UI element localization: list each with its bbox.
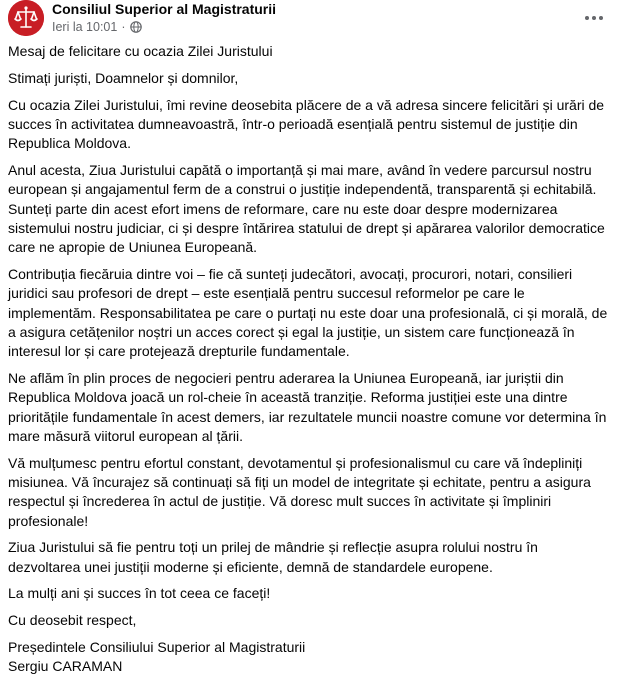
post-paragraph: Ziua Juristului să fie pentru toți un prilej de mândrie și reflecție asupra rolului nostru în dezvoltarea unei justiții moderne și eficiente, demnă de standardele europene. xyxy=(8,539,538,575)
page-avatar[interactable] xyxy=(8,0,44,36)
signature-name: Sergiu CARAMAN xyxy=(8,658,123,675)
signature-title: Președintele Consiliului Superior al Magistraturii xyxy=(8,639,306,656)
page-name-link[interactable]: Consiliul Superior al Magistraturii xyxy=(52,1,277,17)
scales-of-justice-icon xyxy=(8,0,44,36)
post-body xyxy=(8,42,608,677)
more-options-icon xyxy=(584,15,604,21)
more-options-button[interactable] xyxy=(580,4,608,32)
post-paragraph: Cu ocazia Zilei Juristului, îmi revine deosebita plăcere de a vă adresa sincere felicitări și urări de succes în activitatea dumneavoastră, într-o perioadă esențială pentru sistemul de justiție din Republica Moldova. xyxy=(8,96,605,152)
post-header xyxy=(8,0,608,40)
post-paragraph: Contribuția fiecăruia dintre voi – fie că sunteți judecători, avocați, procurori, notari, consilieri juridici sau profesori de drept – este esențială pentru succesul reformelor pe care le implementăm. Responsabilitatea pe care o purtați nu este doar una profesională, ci și morală, de a asigura cetățenilor noștri un acces corect și egal la justiție, un sistem care funcționează în interesul lor și care protejează drepturile fundamentale. xyxy=(8,265,608,360)
post-regards: Cu deosebit respect, xyxy=(8,612,137,629)
post-paragraph: Vă mulțumesc pentru efortul constant, devotamentul și profesionalismul cu care vă îndepliniți misiunea. Vă încurajez să continuați să fiți un model de integritate și echitate, pentru a asigura respectul și încrederea în actul de justiție. Vă doresc mult succes în activitate și împliniri profesionale! xyxy=(8,454,591,529)
post-closing-wish: La mulți ani și succes în tot ceea ce faceți! xyxy=(8,585,271,602)
post-greeting: Stimați juriști, Doamnelor și domnilor, xyxy=(8,69,239,86)
globe-icon[interactable] xyxy=(130,21,142,33)
meta-separator: · xyxy=(121,20,126,34)
post-timestamp[interactable]: Ieri la 10:01 xyxy=(52,20,118,34)
post-meta xyxy=(52,20,142,34)
post-paragraph: Anul acesta, Ziua Juristului capătă o importanță și mai mare, având în vedere parcursul nostru european și angajamentul ferm de a construi o justiție independentă, transparentă și echitabilă. Sunteți parte din acest efort imens de reformare, care nu este doar despre modernizarea sistemului nostru judiciar, ci și despre întărirea statului de drept și apărarea valorilor democratice care ne apropie de Uniunea Europeană. xyxy=(8,161,605,256)
post-title: Mesaj de felicitare cu ocazia Zilei Juristului xyxy=(8,43,273,59)
post-paragraph: Ne aflăm în plin proces de negocieri pentru aderarea la Uniunea Europeană, iar juriștii din Republica Moldova joacă un rol-cheie în această tranziție. Reforma justiției este una dintre prioritățile fundamentale în acest demers, iar rezultatele muncii noastre comune vor determina în mare măsură viitorul european al țării. xyxy=(8,369,607,444)
